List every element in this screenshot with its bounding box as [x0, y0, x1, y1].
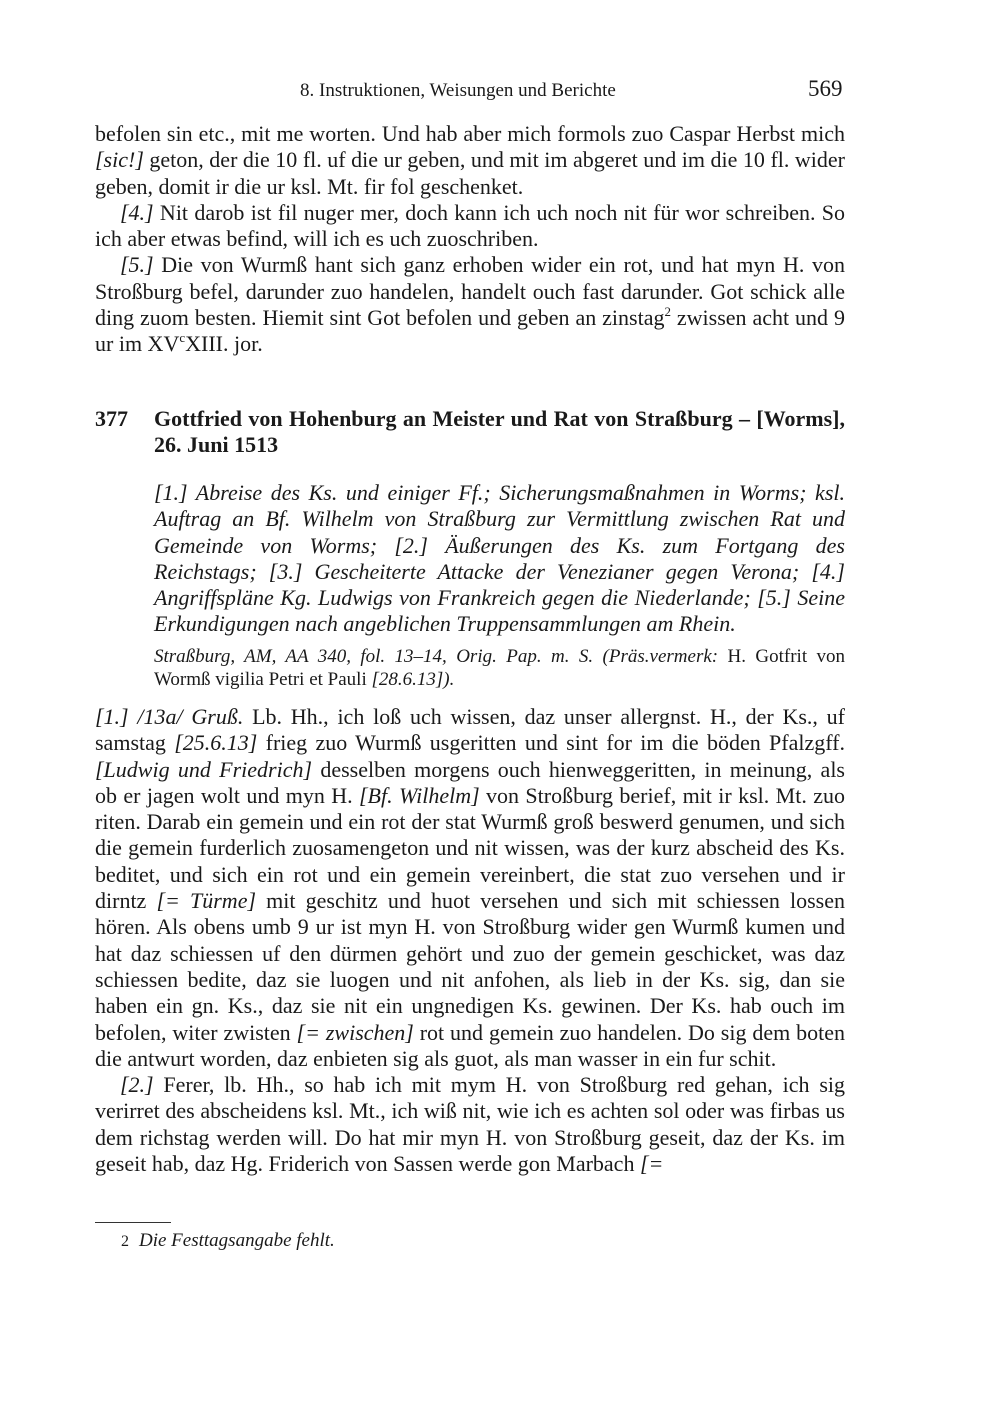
- page-number: 569: [808, 76, 843, 101]
- section-label: [4.]: [120, 199, 154, 225]
- paragraph-5: [5.] Die von Wurmß hant sich ganz erhoben wider ein rot, und hat myn H. von Stroßburg befel, darunder zuo handelen, handelt ouch fast darunder. Got schick alle ding zuom besten. Hiemit sint Got befolen und geben an zinstag$^2$ zwissen acht und 9 ur im $XV^cXIII$. jor.: [95, 252, 845, 357]
- continued-text: [95, 121, 845, 358]
- footnote-text: Die Festtagsangabe fehlt.: [139, 1230, 335, 1251]
- superscript-c: c: [179, 330, 186, 346]
- main-text: [95, 704, 845, 1177]
- section-label: [1.] /13a/ Gruß.: [95, 704, 244, 729]
- section-label: [5.]: [120, 252, 154, 278]
- footnote-mark: 2: [121, 1233, 129, 1250]
- document-title: Gottfried von Hohenburg an Meister und Rat von Straßburg – [Worms], 26. Juni 1513: [154, 406, 845, 458]
- footnote: [121, 1229, 335, 1253]
- running-head: 8. Instruktionen, Weisungen und Berichte: [300, 80, 616, 101]
- footnote-rule: [95, 1222, 171, 1223]
- paragraph-continued: befolen sin etc., mit me worten. Und hab aber mich formols zuo Caspar Herbst mich [sic!] geton, der die 10 fl. uf die ur geben, und mit im abgeret und im die 10 fl. wider geben, domit ir die ur ksl. Mt. fir fol geschenket.: [95, 121, 845, 199]
- paragraph-2: [2.] Ferer, lb. Hh., so hab ich mit mym H. von Stroßburg red gehan, ich sig verirret des abscheidens ksl. Mt., ich wiß nit, wie ich es achten sol oder was firbas us dem richstag werden will. Do hat mir myn H. von Stroßburg geseit, daz der Ks. im geseit hab, daz Hg. Friderich von Sassen werde gon Marbach [=: [95, 1072, 845, 1177]
- sic-note: [sic!]: [95, 147, 144, 173]
- document-number: 377: [95, 406, 128, 431]
- paragraph-4: [4.] Nit darob ist fil nuger mer, doch kann ich uch noch nit für wor schreiben. So ich aber etwas befind, will ich es uch zuoschriben.: [95, 199, 845, 252]
- document-heading: [95, 406, 845, 459]
- paragraph-1: [1.] /13a/ Gruß. Lb. Hh., ich loß uch wissen, daz unser allergnst. H., der Ks., uf samstag [25.6.13] frieg zuo Wurmß usgeritten und sint for im die böden Pfalzgff. [Ludwig und Friedrich] desselben morgens ouch hienweggeritten, in meinung, als ob er jagen wolt und myn H. [Bf. Wilhelm] von Stroßburg berief, mit ir ksl. Mt. zuo riten. Darab ein gemein und ein rot der stat Wurmß groß beswerd genumen, und sich die gemein furderlich zuosamengeton und nit wissen, was der kurz abscheid des Ks. beditet, und sich ein rot und ein gemein vereinbert, die stat zuo versehen und ir dirntz [= Türme] mit geschitz und huot versehen und sich mit schiessen lossen hören. Als obens umb 9 ur ist myn H. von Stroßburg wider gen Wurmß kumen und hat daz schiessen uf den dürmen gehört und zuo der gemein geschicket, was daz schiessen bedite, daz sie luogen und nit anfohen, als lieb in der Ks. sig, dan sie haben ein gn. Ks., daz sie nit ein ungnedigen Ks. gewinen. Der Ks. hab ouch im befolen, witer zwisten [= zwischen] rot und gemein zuo handelen. Do sig dem boten die antwurt worden, daz enbieten sig als guot, als man wasser in ein fur schit.: [95, 704, 846, 1071]
- section-label: [2.]: [120, 1072, 154, 1098]
- source-note: Straßburg, AM, AA 340, fol. 13–14, Orig. Pap. m. S. (Präs.vermerk: H. Gotfrit von Wormß vigilia Petri et Pauli [28.6.13]).: [154, 646, 846, 690]
- regest-summary: [1.] Abreise des Ks. und einiger Ff.; Sicherungsmaßnahmen in Worms; ksl. Auftrag an Bf. Wilhelm von Straßburg zur Vermittlung zwischen Rat und Gemeinde von Worms; [2.] Äußerungen des Ks. zum Fortgang des Reichstags; [3.] Gescheiterte Attacke der Venezianer gegen Verona; [4.] Angriffspläne Kg. Ludwigs von Frankreich gegen die Niederlande; [5.] Seine Erkundigungen nach angeblichen Truppensammlungen am Rhein.: [154, 480, 845, 637]
- footnote-ref[interactable]: 2: [664, 304, 671, 320]
